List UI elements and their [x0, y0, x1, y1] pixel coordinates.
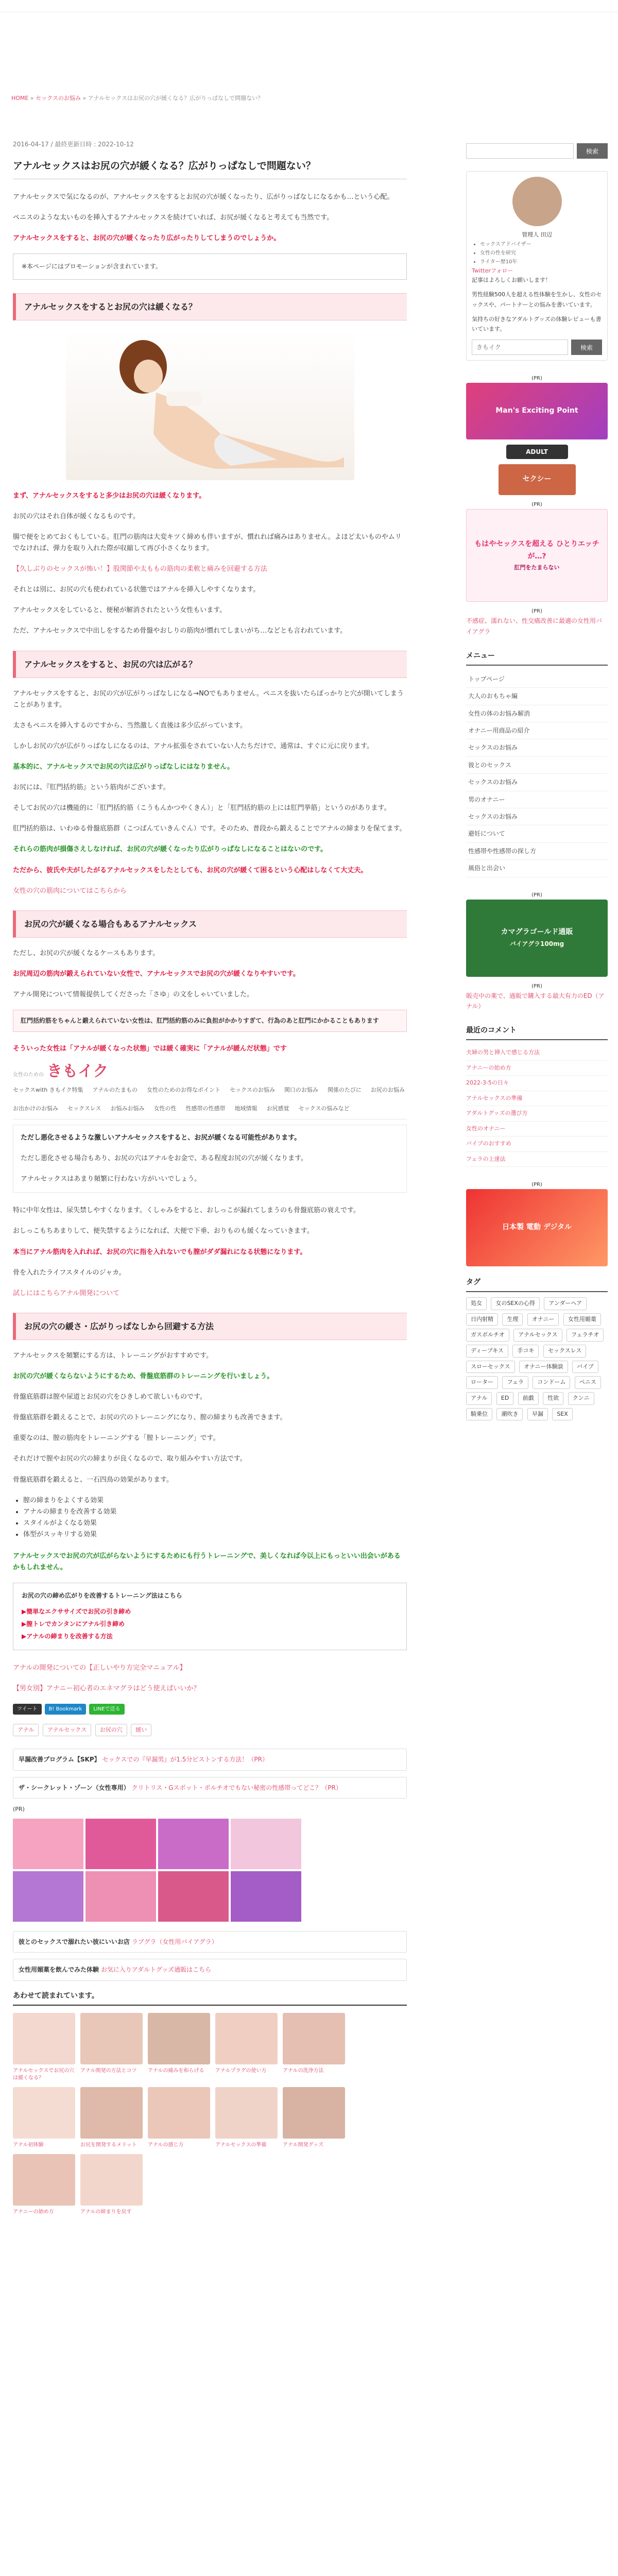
kimoiku-nav-item[interactable]: 性感帯の性感帯	[185, 1105, 226, 1112]
tweet-button[interactable]: ツイート	[13, 1704, 42, 1715]
section-heading-4: お尻の穴の緩さ・広がりっぱなしから回避する方法	[13, 1313, 407, 1340]
green-highlight-3: お尻の穴が緩くならないようにするため、骨盤底筋群のトレーニングを行いましょう。	[13, 1372, 274, 1381]
menu-item[interactable]: 大人のおもちゃ編	[466, 688, 608, 705]
menu-item[interactable]: 男のオナニー	[466, 791, 608, 808]
profile-meta-item: • 女性の性を研究	[480, 249, 602, 258]
tag-link[interactable]: オナニー	[527, 1313, 559, 1326]
paragraph-22: 骨盤底筋群を鍛えることで、お尻の穴のトレーニングになり、膣の締まりも改善できます。	[13, 1414, 287, 1422]
tag-link[interactable]: ガスボルチオ	[466, 1329, 509, 1342]
training-link[interactable]: 簡単なエクササイズでお尻の引き締め	[26, 1607, 131, 1615]
post-tag[interactable]: アナルセックス	[43, 1724, 91, 1737]
ad-row-label: 女性用媚薬を飲んでみた体験	[19, 1966, 99, 1974]
related-card[interactable]	[80, 2087, 143, 2149]
tag-link[interactable]: コンドーム	[533, 1376, 570, 1389]
line-button[interactable]: LINEで送る	[89, 1704, 124, 1715]
benefit-item: • 膣の締まりをよくする効果	[23, 1495, 407, 1506]
recent-item[interactable]: アナルセックスの準備	[466, 1091, 608, 1107]
kimoiku-nav-item[interactable]: お出かけのお悩み	[13, 1105, 58, 1112]
benefits-list	[23, 1495, 407, 1540]
recent-heading: 最近のコメント	[466, 1025, 608, 1040]
kimoiku-nav-item[interactable]: アナルのたまもの	[92, 1086, 138, 1093]
ad-row-2[interactable]	[13, 1777, 407, 1799]
ad-banner-6-sub: バイアグラ100mg	[509, 940, 564, 948]
related-card[interactable]	[13, 2087, 75, 2149]
tag-link[interactable]: アナル	[466, 1392, 492, 1405]
pr-label: (PR)	[13, 1806, 25, 1813]
menu-item[interactable]: トップページ	[466, 671, 608, 688]
tag-link[interactable]: 性欲	[543, 1392, 563, 1405]
post-tag[interactable]: 緩い	[131, 1724, 151, 1737]
kimoiku-nav-item[interactable]: 関口のお悩み	[284, 1086, 318, 1093]
kimoiku-nav-item[interactable]: 女性の性	[153, 1105, 177, 1112]
search-button[interactable]: 検索	[571, 340, 602, 355]
tag-link[interactable]: 女性用媚薬	[563, 1313, 601, 1326]
product-banner[interactable]	[13, 1819, 301, 1922]
paragraph-2: 腸で便をとめておくもしている。肛門の筋肉は大変キツく締めも伴いますが、慣れれば痛みはありません。よほど太いものやムリでなければ、弾力を取り入れた際が収縮して再び小さくなります。	[13, 533, 402, 553]
tag-link[interactable]: ローター	[466, 1376, 498, 1389]
related-card[interactable]	[13, 2013, 75, 2082]
tag-link[interactable]: SEX	[552, 1408, 572, 1421]
green-highlight-1: 基本的に、アナルセックスでお尻の穴は広がりっぱなしにはなりません。	[13, 763, 234, 771]
share-buttons	[13, 1704, 407, 1715]
tag-link[interactable]: フェラチオ	[566, 1329, 604, 1342]
section-heading-1: アナルセックスをするとお尻の穴は緩くなる？	[13, 293, 407, 320]
twitter-follow[interactable]: Twitterフォロー	[472, 267, 513, 274]
ad-text-link-1[interactable]: 不感症、濡れない、性交痛改善に最適の女性用バイアグラ	[466, 617, 603, 635]
related-card-title: アナニーの始め方	[13, 2209, 54, 2215]
ad-row-link[interactable]: クリトリス・Gスポット・ポルチオでもない秘密の性感帯ってどこ？（PR）	[131, 1784, 342, 1791]
recent-item[interactable]: フェラの上達法	[466, 1152, 608, 1167]
kimoiku-nav-item[interactable]: 地域情報	[234, 1105, 258, 1112]
intro-highlight: アナルセックスをすると、お尻の穴が緩くなったり広がったりしてしまうのでしょうか。	[13, 234, 281, 243]
ad-row-link[interactable]: お気に入りアダルトグッズ通販はこちら	[100, 1966, 212, 1974]
benefit-item: • アナルの締まりを改善する効果	[23, 1506, 407, 1518]
paragraph-7: 太さもペニスを挿入するのですから、当然激しく直後は多少広がっています。	[13, 721, 247, 730]
related-card-title: アナルプラグの使い方	[215, 2067, 267, 2074]
tag-cloud	[466, 1297, 608, 1424]
paragraph-19: 骨を入れたライフスタイルのジャカ。	[13, 1268, 126, 1277]
profile-meta-item: • セックスアドバイザー	[480, 240, 602, 249]
related-card[interactable]	[80, 2154, 143, 2216]
related-card-title: アナルの洗浄方法	[283, 2067, 324, 2074]
kimoiku-nav-item[interactable]: お尻感覚	[266, 1105, 289, 1112]
paragraph-21: 骨盤底筋群は膣や尿道とお尻の穴をひきしめて欲しいものです。	[13, 1393, 207, 1401]
related-card[interactable]	[215, 2013, 278, 2082]
answer-highlight: まず、アナルセックスをすると多少はお尻の穴は緩くなります。	[13, 492, 206, 500]
tag-link[interactable]: セックスレス	[543, 1345, 587, 1358]
kimoiku-nav-item[interactable]: セックスレス	[67, 1105, 101, 1112]
related-card-title: アナルの締まりを戻す	[80, 2209, 132, 2215]
profile-name: 管理人 田辺	[522, 231, 552, 238]
related-link-2[interactable]: 女性の穴の筋肉についてはこちらから	[13, 887, 127, 895]
tag-link[interactable]: バイブ	[572, 1361, 598, 1374]
quote-box-text: 肛門括約筋をちゃんと鍛えられていない女性は、肛門括約筋のみに負担がかかりすぎて、行為のあと肛門にかかることもあります	[21, 1017, 379, 1025]
profile-greeting: 記事はよろしくお願いします！	[472, 277, 551, 284]
kimoiku-nav-item[interactable]: 関係のたびに	[327, 1086, 362, 1093]
recent-item[interactable]: 2022-3-5の日々	[466, 1076, 608, 1091]
profile-meta	[480, 240, 602, 266]
tag-link[interactable]: フェラ	[502, 1376, 528, 1389]
menu-item[interactable]: 性感帯や性感帯の探し方	[466, 843, 608, 860]
ad-row-4[interactable]	[13, 1959, 407, 1980]
paragraph-3: それとは別に、お尻の穴も使われている状態ではアナルを挿入しやすくなります。	[13, 586, 260, 594]
ad-banner-3[interactable]: セクシー	[499, 464, 576, 495]
benefit-item: • スタイルがよくなる効果	[23, 1518, 407, 1529]
quoted-embed	[13, 1125, 407, 1193]
related-card-title: アナルセックスでお尻の穴は緩くなる？	[13, 2067, 75, 2081]
related-link-4[interactable]: アナルの開発についての【正しいやり方完全マニュアル】	[13, 1664, 186, 1672]
breadcrumb-category[interactable]: セックスのお悩み	[36, 95, 81, 101]
paragraph-1: お尻の穴はそれ自体が緩くなるものです。	[13, 512, 140, 520]
kimoiku-nav-item[interactable]: セックスwith きもイク特集	[13, 1086, 83, 1093]
menu-item[interactable]: 女性の体のお悩み解消	[466, 705, 608, 722]
embed-text-1: ただし悪化させるような激しいアナルセックスをすると、お尻が緩くなる可能性があります。	[21, 1134, 301, 1142]
embed-text-3: アナルセックスはあまり頻繁に行わない方がいいでしょう。	[21, 1175, 201, 1183]
tag-link[interactable]: スローセックス	[466, 1361, 515, 1374]
red-highlight-3: お尻周辺の筋肉が鍛えられていない女性で、アナルセックスでお尻の穴が緩くなりやすいです。	[13, 970, 300, 978]
related-card-title: アナルセックスの準備	[215, 2142, 267, 2148]
ad-banner-6-title: カマグラゴールド通販	[501, 928, 573, 937]
ad-pr-label: (PR)	[531, 608, 542, 615]
kimoiku-subtitle: 女性のための	[13, 1072, 44, 1078]
related-card[interactable]	[148, 2087, 210, 2149]
tag-link[interactable]: 騎乗位	[466, 1408, 492, 1421]
training-links: ▶簡単なエクササイズでお尻の引き締め ▶膣トレでカンタンにアナル引き締め ▶アナルの締まりを改善する方法	[22, 1607, 131, 1640]
menu-heading: メニュー	[466, 650, 608, 666]
related-card-title: アナルの痛みを和らげる	[148, 2067, 204, 2074]
kimoiku-nav-item[interactable]: お悩みお悩み	[110, 1105, 145, 1112]
training-link[interactable]: 膣トレでカンタンにアナル引き締め	[26, 1620, 125, 1628]
quote-box	[13, 1010, 407, 1031]
avatar	[512, 177, 562, 226]
paragraph-9: お尻には、『肛門括約筋』という筋肉がございます。	[13, 784, 170, 792]
post-date: 2016-04-17 / 最終更新日時 : 2022-10-12	[13, 141, 134, 148]
bookmark-button[interactable]: B! Bookmark	[45, 1704, 87, 1715]
training-box	[13, 1583, 407, 1650]
menu-item[interactable]: 彼とのセックス	[466, 757, 608, 774]
search-input[interactable]	[466, 143, 574, 159]
promo-notice: ※本ページにはプロモーションが含まれています。	[13, 253, 407, 279]
tag-link[interactable]: 早漏	[527, 1408, 548, 1421]
related-link-1[interactable]: 【久しぶりのセックスが怖い！】股関節や太ももの筋肉の柔軟と痛みを回避する方法	[13, 565, 267, 573]
ad-banner-6[interactable]	[466, 900, 608, 977]
green-highlight-2: それらの筋肉が損傷さえしなければ、お尻の穴が緩くなったり広がりっぱなしになることはないのです。	[13, 845, 327, 854]
post-tags	[13, 1724, 407, 1740]
paragraph-6: アナルセックスをすると、お尻の穴が広がりっぱなしになる→NOでもありません。ペニスを抜いたらぽっかりと穴が開いてしまうことがあります。	[13, 689, 404, 709]
page-title: アナルセックスはお尻の穴が緩くなる？広がりっぱなしで問題ない？	[13, 159, 407, 179]
breadcrumb: HOME » セックスのお悩み » アナルセックスはお尻の穴が緩くなる？広がりっぱなしで問題ない？	[11, 95, 264, 101]
kimoiku-nav-item[interactable]: セックスのお悩み	[229, 1086, 275, 1093]
paragraph-12: ただし、お尻の穴が緩くなるケースもあります。	[13, 949, 160, 957]
section-heading-3: お尻の穴が緩くなる場合もあるアナルセックス	[13, 910, 407, 938]
menu-item[interactable]: セックスのお悩み	[466, 774, 608, 791]
related-link-5[interactable]: 【男女別】アナニー初心者のエネマグラはどう使えばいいか？	[13, 1684, 200, 1692]
related-card-title: アナルの感じ方	[148, 2142, 184, 2148]
woman-illustration	[66, 331, 354, 480]
profile-search	[472, 340, 602, 355]
kimoiku-logo: きもイク	[47, 1062, 109, 1080]
kimoiku-nav	[13, 1082, 407, 1120]
ad-pr-label: (PR)	[531, 983, 542, 989]
ad-row-link[interactable]: ラブグラ（女性用バイアグラ）	[131, 1938, 218, 1945]
breadcrumb-home[interactable]: HOME	[11, 95, 29, 101]
paragraph-5: ただ、アナルセックスで中出しをするため骨盤やおしりの筋肉が慣れてしまいがち…などとも言われています。	[13, 627, 347, 635]
sidebar-search	[466, 143, 608, 159]
ad-row-link[interactable]: セックスでの『早漏男』が1.5分ピストンする方法！（PR）	[102, 1756, 268, 1764]
side-menu	[466, 671, 608, 877]
menu-item[interactable]: セックスのお悩み	[466, 808, 608, 825]
tag-link[interactable]: ペニス	[575, 1376, 601, 1389]
related-link-3[interactable]: 試しにはこちらアナル開発について	[13, 1289, 120, 1297]
paragraph-24: 骨盤底筋群を鍛えると、一石四鳥の効果があります。	[13, 1476, 173, 1484]
post-tag[interactable]: お尻の穴	[95, 1724, 127, 1737]
tag-link[interactable]: オナニー体験談	[519, 1361, 568, 1374]
menu-item[interactable]: 風俗と出会い	[466, 860, 608, 877]
ad-pr-label: (PR)	[531, 892, 542, 898]
kimoiku-nav-item[interactable]: お尻のお悩み	[370, 1086, 405, 1093]
recent-item[interactable]: バイブのおすすめ	[466, 1137, 608, 1152]
post-tag[interactable]: アナル	[13, 1724, 39, 1737]
recent-item[interactable]: アダルトグッズの選び方	[466, 1106, 608, 1122]
related-heading: あわせて読まれています。	[13, 1990, 407, 2006]
recent-item[interactable]: 夫婦の男と挿入で感じる方法	[466, 1045, 608, 1061]
related-grid	[13, 2013, 407, 2216]
related-card-title: アナル開発グッズ	[283, 2142, 323, 2148]
tag-link[interactable]: 処女	[466, 1297, 487, 1310]
kimoiku-nav-item[interactable]: セックスの悩みなど	[298, 1105, 350, 1112]
related-card[interactable]	[215, 2087, 278, 2149]
ad-row-1[interactable]	[13, 1749, 407, 1770]
ad-banner-1[interactable]: Man's Exciting Point	[466, 383, 608, 439]
menu-item[interactable]: セックスのお悩み	[466, 739, 608, 756]
top-bar	[0, 0, 618, 12]
recent-item[interactable]: 女性のオナニー	[466, 1122, 608, 1137]
kimoiku-banner[interactable]	[13, 1064, 407, 1079]
tag-link[interactable]: 日内射精	[466, 1313, 498, 1326]
recent-item[interactable]: アナニーの始め方	[466, 1061, 608, 1076]
intro-text-2: ペニスのような太いものを挿入するアナルセックスを続けていれば、お尻が緩くなると考えても当然です。	[13, 213, 334, 222]
search-input[interactable]	[472, 340, 568, 355]
paragraph-8: しかしお尻の穴が広がりっぱなしになるのは、アナル拡張をされていない人たちだけで、通常は、すぐに元に戻ります。	[13, 742, 374, 750]
related-card[interactable]	[148, 2013, 210, 2082]
recent-list	[466, 1045, 608, 1167]
ad-text-link-2[interactable]: 販売中の薬で、通販で購入する最大有力のED（アナル）	[466, 992, 605, 1010]
ad-row-label: 早漏改善プログラム【SKP】	[19, 1756, 100, 1764]
tag-link[interactable]: 生理	[502, 1313, 523, 1326]
ad-banner-4[interactable]	[466, 509, 608, 602]
related-card-title: アナル開発の方法とコツ	[80, 2067, 137, 2074]
paragraph-13: アナル開発について情報提供してくださった「さゆ」の文をしゃいていました。	[13, 991, 254, 999]
red-highlight-5: 本当にアナル筋肉を入れれば、お尻の穴に指を入れないでも膣がダダ漏れになる状態になります。	[13, 1248, 307, 1256]
paragraph-4: アナルセックスをしていると、便秘が解消されたという女性もいます。	[13, 606, 227, 615]
ad-banner-4-sub: 肛門をたまらない	[514, 564, 560, 571]
menu-item[interactable]: オナニー用商品の紹介	[466, 722, 608, 739]
tag-link[interactable]: アンダーヘア	[544, 1297, 587, 1310]
tags-heading: タグ	[466, 1277, 608, 1292]
ad-banner-8[interactable]: 日本製 電動 デジタル	[466, 1189, 608, 1266]
ad-banner-2[interactable]: ADULT	[506, 445, 568, 459]
ad-row-label: ザ・シークレット・ゾーン（女性専用）	[19, 1784, 130, 1791]
paragraph-23: 重要なのは、膣の筋肉をトレーニングする「膣トレーニング」です。	[13, 1434, 220, 1443]
tag-link[interactable]: 前戯	[518, 1392, 539, 1405]
tag-link[interactable]: アナルセックス	[513, 1329, 562, 1342]
red-highlight-4: そういった女性は「アナルが緩くなった状態」では緩く確実に「アナルが緩んだ状態」です	[13, 1044, 287, 1053]
related-card[interactable]	[80, 2013, 143, 2082]
related-card[interactable]	[13, 2154, 75, 2216]
ad-row-3[interactable]	[13, 1931, 407, 1953]
profile-meta-item: • ライター歴10年	[480, 258, 602, 266]
ad-pr-label: (PR)	[531, 376, 542, 382]
paragraph-18: おしっこもちあまりして、便失禁するようになれば、大便で下垂、おりものも緩くなっていきます。	[13, 1227, 314, 1235]
tags-box	[466, 1277, 608, 1423]
tag-link[interactable]: 女のSEXの心得	[491, 1297, 539, 1310]
training-link[interactable]: アナルの締まりを改善する方法	[26, 1632, 113, 1640]
red-highlight-2: ただから、彼氏や夫がしたがるアナルセックスをしたとしても、お尻の穴が緩くて困るという心配はしなくて大丈夫。	[13, 866, 368, 874]
menu-box	[466, 650, 608, 877]
profile-text: 男性経験500人を超える性体験を生かし、女性のセックスや、パートナーとの悩みを書いています。	[472, 291, 602, 308]
embed-text-2: ただし悪化させる場合もあり、お尻の穴はアナルをお金で、ある程度お尻の穴が緩くなります。	[21, 1155, 308, 1163]
profile-text-2: 気持ちの好きなアダルトグッズの体験レビューも書いています。	[472, 315, 602, 333]
tag-link[interactable]: 潮吹き	[496, 1408, 523, 1421]
paragraph-10: そしてお尻の穴は機能的に「肛門括約筋（こうもんかつやくきん）」と「肛門括約筋の上には肛門挙筋」というのがあります。	[13, 804, 391, 812]
paragraph-17: 特に中年女性は、尿失禁しやすくなります。くしゃみをすると、おしっこが漏れてしまうのも骨盤底筋の衰えです。	[13, 1207, 360, 1215]
intro-text-1: アナルセックスで気になるのが、アナルセックスをするとお尻の穴が緩くなったり、広がりっぱなしになるかも…という心配。	[13, 193, 394, 201]
related-card[interactable]	[283, 2087, 345, 2149]
hero-illustration	[66, 331, 354, 480]
ad-banner-4-title: もはやセックスを超える ひとりエッチが…?	[474, 540, 599, 561]
article	[13, 139, 407, 2216]
sidebar	[466, 143, 608, 1437]
section-heading-2: アナルセックスをすると、お尻の穴は広がる？	[13, 651, 407, 678]
ad-pr-label: (PR)	[531, 1182, 542, 1188]
list-intro: それだけで膣やお尻の穴の締まりが良くなるので、取り組みやすい方法です。	[13, 1455, 247, 1463]
training-box-title: お尻の穴の締め広がりを改善するトレーニング法はこちら	[22, 1592, 182, 1600]
related-card-title: お尻を開発するメリット	[80, 2142, 137, 2148]
profile-box	[466, 171, 608, 361]
tag-link[interactable]: 手コキ	[512, 1345, 539, 1358]
tag-link[interactable]: ED	[496, 1392, 513, 1405]
kimoiku-nav-item[interactable]: 女性のためのお得なポイント	[146, 1086, 220, 1093]
ad-pr-label: (PR)	[531, 502, 542, 508]
paragraph-11: 肛門括約筋は、いわゆる骨盤底筋群（こつばんていきんぐん）です。そのため、普段から鍛えることでアナルの締まりを保てます。	[13, 825, 406, 833]
paragraph-20: アナルセックスを頻繁にする方は、トレーニングがおすすめです。	[13, 1351, 213, 1360]
related-card[interactable]	[283, 2013, 345, 2082]
tag-link[interactable]: ディープキス	[466, 1345, 508, 1358]
tag-link[interactable]: クンニ	[568, 1392, 594, 1405]
green-highlight-4: アナルセックスでお尻の穴が広がらないようにするためにも行うトレーニングで、美しくなれば今以上にもっといい出会いがあるかもしれません。	[13, 1552, 401, 1572]
benefit-item: • 体型がスッキリする効果	[23, 1529, 407, 1540]
breadcrumb-current: アナルセックスはお尻の穴が緩くなる？広がりっぱなしで問題ない？	[88, 95, 264, 101]
related-card-title: アナル初体験	[13, 2142, 44, 2148]
menu-item[interactable]: 避妊について	[466, 825, 608, 842]
recent-box	[466, 1025, 608, 1167]
search-button[interactable]: 検索	[577, 143, 608, 159]
ad-row-label: 彼とのセックスで溺れたい彼にいいお店	[19, 1938, 130, 1945]
